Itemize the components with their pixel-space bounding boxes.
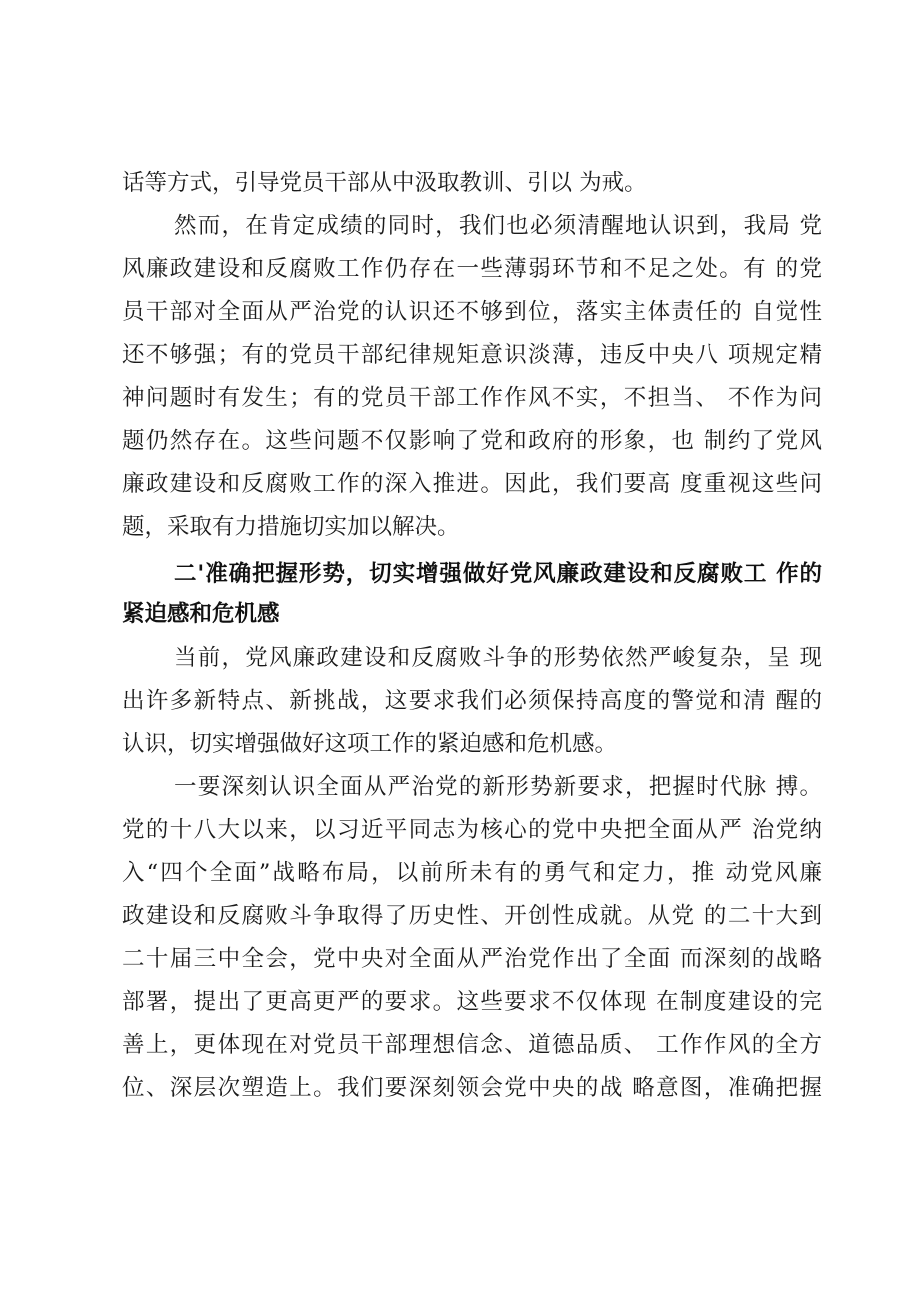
paragraph-2-line: 还不够强；有的党员干部纪律规矩意识淡薄，违反中央八 项规定精 [122, 342, 822, 368]
paragraph-4-line: 一要深刻认识全面从严治党的新形势新要求，把握时代脉 搏。 [174, 774, 822, 800]
paragraph-3-line: 认识，切实增强做好这项工作的紧迫感和危机感。 [122, 731, 618, 757]
paragraph-2-line: 题仍然存在。这些问题不仅影响了党和政府的形象，也 制约了党风 [122, 428, 822, 454]
paragraph-4-line: 善上，更体现在对党员干部理想信念、道德品质、 工作作风的全方 [122, 1032, 822, 1058]
paragraph-4-line: 位、深层次塑造上。我们要深刻领会党中央的战 略意图，准确把握 [122, 1075, 822, 1101]
paragraph-3-line: 出许多新特点、新挑战，这要求我们必须保持高度的警觉和清 醒的 [122, 688, 822, 714]
paragraph-2-line: 然而，在肯定成绩的同时，我们也必须清醒地认识到，我局 党 [174, 213, 822, 239]
paragraph-2-line: 廉政建设和反腐败工作的深入推进。因此，我们要高 度重视这些问 [122, 471, 822, 497]
paragraph-2-line: 风廉政建设和反腐败工作仍存在一些薄弱环节和不足之处。有 的党 [122, 256, 822, 282]
paragraph-2-line: 员干部对全面从严治党的认识还不够到位，落实主体责任的 自觉性 [122, 299, 822, 325]
paragraph-1-line: 话等方式，引导党员干部从中汲取教训、引以 为戒。 [122, 170, 647, 196]
paragraph-2-line: 神问题时有发生；有的党员干部工作作风不实，不担当、 不作为问 [122, 385, 822, 411]
section-heading-line: 二'准确把握形势，切实增强做好党风廉政建设和反腐败工 作的 [174, 561, 822, 587]
paragraph-4-line: 党的十八大以来，以习近平同志为核心的党中央把全面从严 治党纳 [122, 817, 822, 843]
paragraph-4-line: 政建设和反腐败斗争取得了历史性、开创性成就。从党 的二十大到 [122, 903, 822, 929]
paragraph-4-line: 二十届三中全会，党中央对全面从严治党作出了全面 而深刻的战略 [122, 946, 822, 972]
paragraph-4-line: 入“四个全面”战略布局，以前所未有的勇气和定力，推 动党风廉 [122, 860, 822, 886]
paragraph-4-line: 部署，提出了更高更严的要求。这些要求不仅体现 在制度建设的完 [122, 989, 822, 1015]
paragraph-3-line: 当前，党风廉政建设和反腐败斗争的形势依然严峻复杂，呈 现 [174, 645, 822, 671]
paragraph-2-line: 题，采取有力措施切实加以解决。 [122, 514, 460, 540]
section-heading-line: 紧迫感和危机感 [122, 601, 280, 627]
